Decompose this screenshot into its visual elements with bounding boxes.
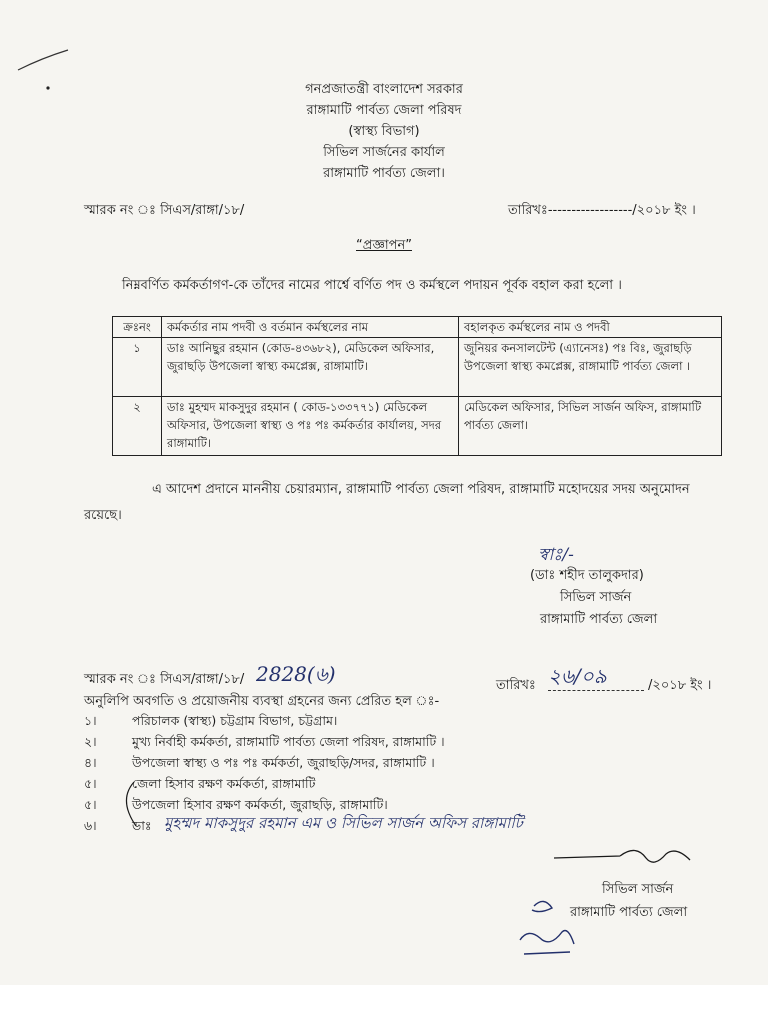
memo2-date-tail: /২০১৮ ইং । xyxy=(648,678,712,693)
list-item-number: ২। xyxy=(84,734,97,749)
table-cell-serial: ২ xyxy=(113,397,162,456)
notice-intro: নিম্নবর্ণিত কর্মকর্তাগণ-কে তাঁদের নামের পার্শ্বে বর্ণিত পদ ও কর্মস্থলে পদায়ন পূর্বক বহাল করা হলো । xyxy=(122,278,622,293)
memo2-date-handwritten: ২৬/০৯ xyxy=(548,664,607,688)
table-row xyxy=(113,397,722,456)
table-row xyxy=(113,338,722,397)
date-fill-line xyxy=(548,690,644,691)
notice-title: “প্রজ্ঞাপন” xyxy=(356,238,412,253)
list-item-text: ডাঃ xyxy=(132,818,152,833)
list-item-text: উপজেলা স্বাস্থ্য ও পঃ পঃ কর্মকর্তা, জুরাছড়ি/সদর, রাঙ্গামাটি । xyxy=(132,755,435,770)
table-header-serial: ক্রঃনং xyxy=(113,317,162,338)
header-district-council: রাঙ্গামাটি পার্বত্য জেলা পরিষদ xyxy=(306,103,462,118)
list-item-number: ৬। xyxy=(84,818,97,833)
memo2-reference: স্মারক নং ঃ সিএস/রাঙ্গা/১৮/ xyxy=(84,672,245,687)
table-cell-officer: ডাঃ মুহম্মদ মাকসুদুর রহমান ( কোড-১৩৩৭৭১) মেডিকেল অফিসার, উপজেলা স্বাস্থ্য ও পঃ পঃ কর্মকর্তার কার্যালয়, সদর রাঙ্গামাটি। xyxy=(162,397,459,456)
list-item-text: উপজেলা হিসাব রক্ষণ কর্মকর্তা, জুরাছড়ি, রাঙ্গামাটি। xyxy=(132,797,388,812)
list-item-handwritten: মুহম্মদ মাকসুদুর রহমান এম ও সিভিল সার্জন অফিস রাঙ্গামাটি xyxy=(164,814,523,832)
table-header-posting: বহালকৃত কর্মস্থলের নাম ও পদবী xyxy=(459,317,722,338)
table-header-row xyxy=(113,317,722,338)
signature-scribble xyxy=(550,840,700,876)
list-item-number: ৪। xyxy=(84,755,97,770)
signatory-office: রাঙ্গামাটি পার্বত্য জেলা xyxy=(540,612,658,627)
list-item-text: পরিচালক (স্বাস্থ্য) চট্টগ্রাম বিভাগ, চট্টগ্রাম। xyxy=(132,713,338,728)
signatory2-designation: সিভিল সার্জন xyxy=(602,882,674,897)
handwritten-signature: স্বাঃ/- xyxy=(538,545,574,565)
signatory2-office: রাঙ্গামাটি পার্বত্য জেলা xyxy=(570,905,688,920)
signatory-designation: সিভিল সার্জন xyxy=(560,590,632,605)
list-item-text: জেলা হিসাব রক্ষণ কর্মকর্তা, রাঙ্গামাটি xyxy=(132,776,316,791)
header-location: রাঙ্গামাটি পার্বত্য জেলা। xyxy=(323,166,445,181)
list-item-number: ৫। xyxy=(84,776,97,791)
memo2-reference-number: 2828(৬) xyxy=(256,662,336,686)
memo-reference: স্মারক নং ঃ সিএস/রাঙ্গা/১৮/ xyxy=(84,203,245,218)
table-cell-officer: ডাঃ আনিছুর রহমান (কোড-৪৩৬৮২), মেডিকেল অফিসার, জুরাছড়ি উপজেলা স্বাস্থ্য কমপ্লেক্স, রাঙ্গামাটি। xyxy=(162,338,459,397)
table-header-officer: কর্মকর্তার নাম পদবী ও বর্তমান কর্মস্থলের নাম xyxy=(162,317,459,338)
signatory-name: (ডাঃ শহীদ তালুকদার) xyxy=(530,568,644,583)
header-office: সিভিল সার্জনের কার্যাল xyxy=(323,145,445,160)
copy-intro: অনুলিপি অবগতি ও প্রয়োজনীয় ব্যবস্থা গ্রহনের জন্য প্রেরিত হল ঃ- xyxy=(84,694,440,709)
bracket-mark-decoration xyxy=(112,778,142,830)
list-item-number: ১। xyxy=(84,713,97,728)
memo-date: তারিখঃ------------------/২০১৮ ইং । xyxy=(508,203,696,218)
table-cell-posting: জুনিয়র কনসালটেন্ট (এ্যানেসঃ) পঃ বিঃ, জুরাছড়ি উপজেলা স্বাস্থ্য কমপ্লেক্স, রাঙ্গামাটি পার্বত্য জেলা । xyxy=(459,338,722,397)
initials-scribble xyxy=(510,892,580,962)
page-background xyxy=(0,985,768,1024)
table-cell-serial: ১ xyxy=(113,338,162,397)
list-item-text: মুখ্য নির্বাহী কর্মকর্তা, রাঙ্গামাটি পার্বত্য জেলা পরিষদ, রাঙ্গামাটি । xyxy=(132,734,445,749)
header-department: (স্বাস্থ্য বিভাগ) xyxy=(348,124,420,139)
posting-table xyxy=(112,316,722,456)
approval-paragraph: এ আদেশ প্রদানে মাননীয় চেয়ারম্যান, রাঙ্গামাটি পার্বত্য জেলা পরিষদ, রাঙ্গামাটি মহোদয়ের সদয় অনুমোদন রয়েছে। xyxy=(84,482,690,523)
memo2-date-label: তারিখঃ xyxy=(496,678,536,693)
table-cell-posting: মেডিকেল অফিসার, সিভিল সার্জন অফিস, রাঙ্গামাটি পার্বত্য জেলা। xyxy=(459,397,722,456)
header-government: গনপ্রজাতন্ত্রী বাংলাদেশ সরকার xyxy=(305,82,463,97)
list-item-number: ৫। xyxy=(84,797,97,812)
